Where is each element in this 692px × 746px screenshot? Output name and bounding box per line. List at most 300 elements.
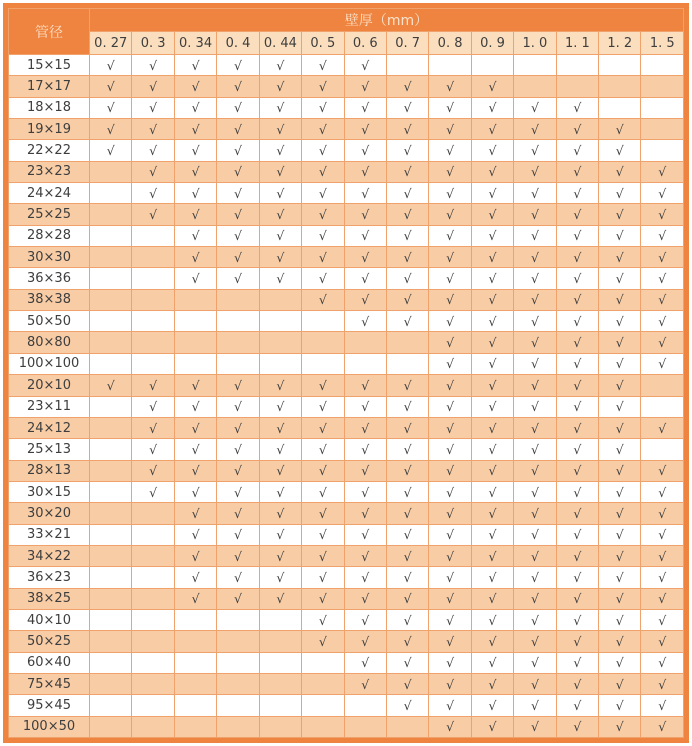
check-mark-cell: √ <box>174 119 216 140</box>
check-mark-cell: √ <box>556 375 598 396</box>
check-mark-cell: √ <box>132 119 174 140</box>
check-mark-cell: √ <box>217 481 259 502</box>
table-row <box>9 76 684 97</box>
check-mark-cell: √ <box>386 481 428 502</box>
check-mark-cell: √ <box>641 247 684 268</box>
check-mark-cell: √ <box>302 439 344 460</box>
check-mark-cell: √ <box>217 417 259 438</box>
check-mark-cell: √ <box>556 481 598 502</box>
check-mark-cell: √ <box>556 140 598 161</box>
empty-cell <box>174 673 216 694</box>
check-mark-cell: √ <box>174 76 216 97</box>
pipe-size-label: 36×23 <box>9 567 90 588</box>
check-mark-cell: √ <box>217 55 259 76</box>
check-mark-cell: √ <box>217 204 259 225</box>
empty-cell <box>599 76 641 97</box>
empty-cell <box>641 55 684 76</box>
check-mark-cell: √ <box>599 439 641 460</box>
empty-cell <box>90 481 132 502</box>
check-mark-cell: √ <box>599 631 641 652</box>
check-mark-cell: √ <box>132 481 174 502</box>
table-body <box>9 55 684 738</box>
check-mark-cell: √ <box>599 588 641 609</box>
check-mark-cell: √ <box>599 567 641 588</box>
check-mark-cell: √ <box>302 631 344 652</box>
empty-cell <box>174 695 216 716</box>
check-mark-cell: √ <box>344 161 386 182</box>
check-mark-cell: √ <box>344 311 386 332</box>
check-mark-cell: √ <box>471 439 513 460</box>
check-mark-cell: √ <box>556 673 598 694</box>
check-mark-cell: √ <box>259 55 301 76</box>
empty-cell <box>259 353 301 374</box>
empty-cell <box>259 673 301 694</box>
check-mark-cell: √ <box>132 161 174 182</box>
empty-cell <box>90 161 132 182</box>
check-mark-cell: √ <box>641 503 684 524</box>
table-header <box>9 9 684 55</box>
check-mark-cell: √ <box>556 609 598 630</box>
check-mark-cell: √ <box>471 567 513 588</box>
check-mark-cell: √ <box>471 673 513 694</box>
check-mark-cell: √ <box>344 673 386 694</box>
check-mark-cell: √ <box>514 652 556 673</box>
empty-cell <box>90 417 132 438</box>
empty-cell <box>641 396 684 417</box>
check-mark-cell: √ <box>599 332 641 353</box>
check-mark-cell: √ <box>344 588 386 609</box>
check-mark-cell: √ <box>386 503 428 524</box>
check-mark-cell: √ <box>641 673 684 694</box>
check-mark-cell: √ <box>174 439 216 460</box>
empty-cell <box>599 97 641 118</box>
check-mark-cell: √ <box>599 353 641 374</box>
check-mark-cell: √ <box>599 289 641 310</box>
empty-cell <box>641 119 684 140</box>
check-mark-cell: √ <box>302 97 344 118</box>
empty-cell <box>174 332 216 353</box>
check-mark-cell: √ <box>429 140 471 161</box>
check-mark-cell: √ <box>429 673 471 694</box>
empty-cell <box>132 332 174 353</box>
check-mark-cell: √ <box>641 268 684 289</box>
check-mark-cell: √ <box>302 76 344 97</box>
check-mark-cell: √ <box>514 673 556 694</box>
check-mark-cell: √ <box>217 503 259 524</box>
check-mark-cell: √ <box>386 545 428 566</box>
empty-cell <box>514 76 556 97</box>
check-mark-cell: √ <box>132 439 174 460</box>
check-mark-cell: √ <box>217 588 259 609</box>
check-mark-cell: √ <box>556 97 598 118</box>
check-mark-cell: √ <box>386 631 428 652</box>
check-mark-cell: √ <box>514 204 556 225</box>
empty-cell <box>259 332 301 353</box>
check-mark-cell: √ <box>599 268 641 289</box>
check-mark-cell: √ <box>386 673 428 694</box>
check-mark-cell: √ <box>471 460 513 481</box>
check-mark-cell: √ <box>556 268 598 289</box>
thickness-value-header: 0. 3 <box>132 32 174 55</box>
table-row <box>9 289 684 310</box>
check-mark-cell: √ <box>514 247 556 268</box>
check-mark-cell: √ <box>471 204 513 225</box>
empty-cell <box>174 353 216 374</box>
check-mark-cell: √ <box>514 353 556 374</box>
empty-cell <box>259 716 301 737</box>
check-mark-cell: √ <box>174 55 216 76</box>
pipe-size-label: 75×45 <box>9 673 90 694</box>
check-mark-cell: √ <box>514 97 556 118</box>
empty-cell <box>344 716 386 737</box>
check-mark-cell: √ <box>259 588 301 609</box>
empty-cell <box>90 609 132 630</box>
check-mark-cell: √ <box>641 567 684 588</box>
check-mark-cell: √ <box>471 332 513 353</box>
empty-cell <box>132 609 174 630</box>
check-mark-cell: √ <box>174 545 216 566</box>
empty-cell <box>90 289 132 310</box>
check-mark-cell: √ <box>217 97 259 118</box>
table-row <box>9 55 684 76</box>
check-mark-cell: √ <box>386 417 428 438</box>
pipe-size-label: 17×17 <box>9 76 90 97</box>
empty-cell <box>132 673 174 694</box>
empty-cell <box>132 353 174 374</box>
check-mark-cell: √ <box>429 375 471 396</box>
check-mark-cell: √ <box>641 311 684 332</box>
empty-cell <box>599 55 641 76</box>
check-mark-cell: √ <box>514 140 556 161</box>
check-mark-cell: √ <box>132 76 174 97</box>
table-row <box>9 460 684 481</box>
empty-cell <box>132 225 174 246</box>
pipe-size-label: 25×25 <box>9 204 90 225</box>
empty-cell <box>90 460 132 481</box>
check-mark-cell: √ <box>302 609 344 630</box>
empty-cell <box>174 311 216 332</box>
empty-cell <box>259 652 301 673</box>
check-mark-cell: √ <box>514 503 556 524</box>
empty-cell <box>259 609 301 630</box>
empty-cell <box>217 631 259 652</box>
table-row <box>9 545 684 566</box>
check-mark-cell: √ <box>174 204 216 225</box>
check-mark-cell: √ <box>386 140 428 161</box>
check-mark-cell: √ <box>386 567 428 588</box>
check-mark-cell: √ <box>599 716 641 737</box>
empty-cell <box>90 439 132 460</box>
check-mark-cell: √ <box>556 204 598 225</box>
empty-cell <box>259 695 301 716</box>
check-mark-cell: √ <box>344 183 386 204</box>
check-mark-cell: √ <box>429 247 471 268</box>
empty-cell <box>90 588 132 609</box>
check-mark-cell: √ <box>641 460 684 481</box>
pipe-size-label: 28×28 <box>9 225 90 246</box>
pipe-size-label: 100×100 <box>9 353 90 374</box>
check-mark-cell: √ <box>429 524 471 545</box>
check-mark-cell: √ <box>514 524 556 545</box>
check-mark-cell: √ <box>471 545 513 566</box>
check-mark-cell: √ <box>429 289 471 310</box>
empty-cell <box>132 567 174 588</box>
empty-cell <box>259 289 301 310</box>
check-mark-cell: √ <box>386 588 428 609</box>
empty-cell <box>90 247 132 268</box>
check-mark-cell: √ <box>259 481 301 502</box>
check-mark-cell: √ <box>429 76 471 97</box>
check-mark-cell: √ <box>386 76 428 97</box>
check-mark-cell: √ <box>641 353 684 374</box>
empty-cell <box>90 311 132 332</box>
empty-cell <box>90 652 132 673</box>
empty-cell <box>90 673 132 694</box>
check-mark-cell: √ <box>641 417 684 438</box>
pipe-size-label: 60×40 <box>9 652 90 673</box>
check-mark-cell: √ <box>302 417 344 438</box>
check-mark-cell: √ <box>386 439 428 460</box>
empty-cell <box>302 311 344 332</box>
check-mark-cell: √ <box>217 396 259 417</box>
check-mark-cell: √ <box>556 289 598 310</box>
check-mark-cell: √ <box>259 439 301 460</box>
check-mark-cell: √ <box>174 503 216 524</box>
empty-cell <box>132 716 174 737</box>
check-mark-cell: √ <box>344 97 386 118</box>
table-row <box>9 332 684 353</box>
check-mark-cell: √ <box>641 545 684 566</box>
table-row <box>9 673 684 694</box>
pipe-size-label: 25×13 <box>9 439 90 460</box>
empty-cell <box>302 332 344 353</box>
check-mark-cell: √ <box>514 716 556 737</box>
check-mark-cell: √ <box>386 375 428 396</box>
check-mark-cell: √ <box>174 225 216 246</box>
table-row <box>9 119 684 140</box>
check-mark-cell: √ <box>174 97 216 118</box>
check-mark-cell: √ <box>429 631 471 652</box>
check-mark-cell: √ <box>471 375 513 396</box>
check-mark-cell: √ <box>641 332 684 353</box>
check-mark-cell: √ <box>641 161 684 182</box>
empty-cell <box>641 140 684 161</box>
check-mark-cell: √ <box>429 225 471 246</box>
check-mark-cell: √ <box>514 460 556 481</box>
check-mark-cell: √ <box>174 567 216 588</box>
table-row <box>9 97 684 118</box>
empty-cell <box>259 311 301 332</box>
check-mark-cell: √ <box>90 375 132 396</box>
check-mark-cell: √ <box>514 225 556 246</box>
empty-cell <box>132 247 174 268</box>
check-mark-cell: √ <box>344 396 386 417</box>
check-mark-cell: √ <box>132 460 174 481</box>
check-mark-cell: √ <box>471 588 513 609</box>
check-mark-cell: √ <box>174 417 216 438</box>
check-mark-cell: √ <box>556 631 598 652</box>
check-mark-cell: √ <box>514 439 556 460</box>
check-mark-cell: √ <box>514 417 556 438</box>
empty-cell <box>386 353 428 374</box>
empty-cell <box>132 503 174 524</box>
check-mark-cell: √ <box>641 481 684 502</box>
check-mark-cell: √ <box>217 375 259 396</box>
check-mark-cell: √ <box>641 652 684 673</box>
empty-cell <box>90 353 132 374</box>
check-mark-cell: √ <box>344 289 386 310</box>
check-mark-cell: √ <box>302 545 344 566</box>
check-mark-cell: √ <box>344 609 386 630</box>
check-mark-cell: √ <box>386 695 428 716</box>
check-mark-cell: √ <box>344 545 386 566</box>
empty-cell <box>302 716 344 737</box>
table-row <box>9 247 684 268</box>
check-mark-cell: √ <box>174 460 216 481</box>
empty-cell <box>132 268 174 289</box>
check-mark-cell: √ <box>302 567 344 588</box>
check-mark-cell: √ <box>471 609 513 630</box>
check-mark-cell: √ <box>344 55 386 76</box>
table-row <box>9 716 684 737</box>
check-mark-cell: √ <box>429 204 471 225</box>
check-mark-cell: √ <box>217 140 259 161</box>
check-mark-cell: √ <box>514 289 556 310</box>
check-mark-cell: √ <box>386 204 428 225</box>
empty-cell <box>641 375 684 396</box>
check-mark-cell: √ <box>429 161 471 182</box>
check-mark-cell: √ <box>174 161 216 182</box>
check-mark-cell: √ <box>259 97 301 118</box>
check-mark-cell: √ <box>302 161 344 182</box>
check-mark-cell: √ <box>344 481 386 502</box>
empty-cell <box>217 353 259 374</box>
check-mark-cell: √ <box>90 76 132 97</box>
check-mark-cell: √ <box>471 396 513 417</box>
check-mark-cell: √ <box>386 225 428 246</box>
table-row <box>9 567 684 588</box>
check-mark-cell: √ <box>514 268 556 289</box>
check-mark-cell: √ <box>217 119 259 140</box>
check-mark-cell: √ <box>174 247 216 268</box>
thickness-value-header: 1. 0 <box>514 32 556 55</box>
thickness-value-header: 1. 1 <box>556 32 598 55</box>
check-mark-cell: √ <box>302 183 344 204</box>
check-mark-cell: √ <box>302 225 344 246</box>
check-mark-cell: √ <box>259 396 301 417</box>
thickness-header: 壁厚（mm） <box>90 9 684 32</box>
check-mark-cell: √ <box>217 183 259 204</box>
empty-cell <box>174 609 216 630</box>
thickness-value-header: 0. 4 <box>217 32 259 55</box>
empty-cell <box>217 289 259 310</box>
check-mark-cell: √ <box>641 183 684 204</box>
empty-cell <box>90 268 132 289</box>
table-row <box>9 481 684 502</box>
check-mark-cell: √ <box>471 183 513 204</box>
check-mark-cell: √ <box>641 609 684 630</box>
table-row <box>9 396 684 417</box>
check-mark-cell: √ <box>386 119 428 140</box>
empty-cell <box>90 396 132 417</box>
check-mark-cell: √ <box>599 396 641 417</box>
pipe-size-label: 18×18 <box>9 97 90 118</box>
thickness-values-row <box>9 32 684 55</box>
empty-cell <box>641 439 684 460</box>
pipe-size-label: 33×21 <box>9 524 90 545</box>
empty-cell <box>132 588 174 609</box>
check-mark-cell: √ <box>556 247 598 268</box>
check-mark-cell: √ <box>471 247 513 268</box>
check-mark-cell: √ <box>599 524 641 545</box>
empty-cell <box>217 609 259 630</box>
check-mark-cell: √ <box>344 76 386 97</box>
check-mark-cell: √ <box>217 460 259 481</box>
check-mark-cell: √ <box>174 268 216 289</box>
check-mark-cell: √ <box>259 183 301 204</box>
check-mark-cell: √ <box>132 417 174 438</box>
check-mark-cell: √ <box>174 375 216 396</box>
check-mark-cell: √ <box>259 460 301 481</box>
check-mark-cell: √ <box>302 204 344 225</box>
empty-cell <box>217 311 259 332</box>
check-mark-cell: √ <box>556 225 598 246</box>
empty-cell <box>386 55 428 76</box>
empty-cell <box>90 545 132 566</box>
check-mark-cell: √ <box>599 460 641 481</box>
empty-cell <box>90 503 132 524</box>
pipe-size-label: 23×23 <box>9 161 90 182</box>
empty-cell <box>132 631 174 652</box>
thickness-value-header: 1. 2 <box>599 32 641 55</box>
check-mark-cell: √ <box>217 567 259 588</box>
empty-cell <box>90 695 132 716</box>
check-mark-cell: √ <box>471 716 513 737</box>
empty-cell <box>90 204 132 225</box>
table-outer-border <box>3 3 689 743</box>
empty-cell <box>259 631 301 652</box>
check-mark-cell: √ <box>514 631 556 652</box>
table-row <box>9 204 684 225</box>
empty-cell <box>302 673 344 694</box>
empty-cell <box>90 716 132 737</box>
check-mark-cell: √ <box>344 567 386 588</box>
check-mark-cell: √ <box>471 631 513 652</box>
empty-cell <box>344 353 386 374</box>
check-mark-cell: √ <box>344 375 386 396</box>
check-mark-cell: √ <box>174 524 216 545</box>
pipe-size-label: 100×50 <box>9 716 90 737</box>
table-row <box>9 311 684 332</box>
check-mark-cell: √ <box>259 161 301 182</box>
check-mark-cell: √ <box>429 588 471 609</box>
empty-cell <box>556 76 598 97</box>
empty-cell <box>174 716 216 737</box>
check-mark-cell: √ <box>599 503 641 524</box>
check-mark-cell: √ <box>429 119 471 140</box>
check-mark-cell: √ <box>302 588 344 609</box>
check-mark-cell: √ <box>556 353 598 374</box>
check-mark-cell: √ <box>514 396 556 417</box>
check-mark-cell: √ <box>471 225 513 246</box>
check-mark-cell: √ <box>471 268 513 289</box>
check-mark-cell: √ <box>514 311 556 332</box>
empty-cell <box>132 524 174 545</box>
check-mark-cell: √ <box>302 268 344 289</box>
check-mark-cell: √ <box>514 695 556 716</box>
check-mark-cell: √ <box>641 289 684 310</box>
pipe-size-label: 30×20 <box>9 503 90 524</box>
